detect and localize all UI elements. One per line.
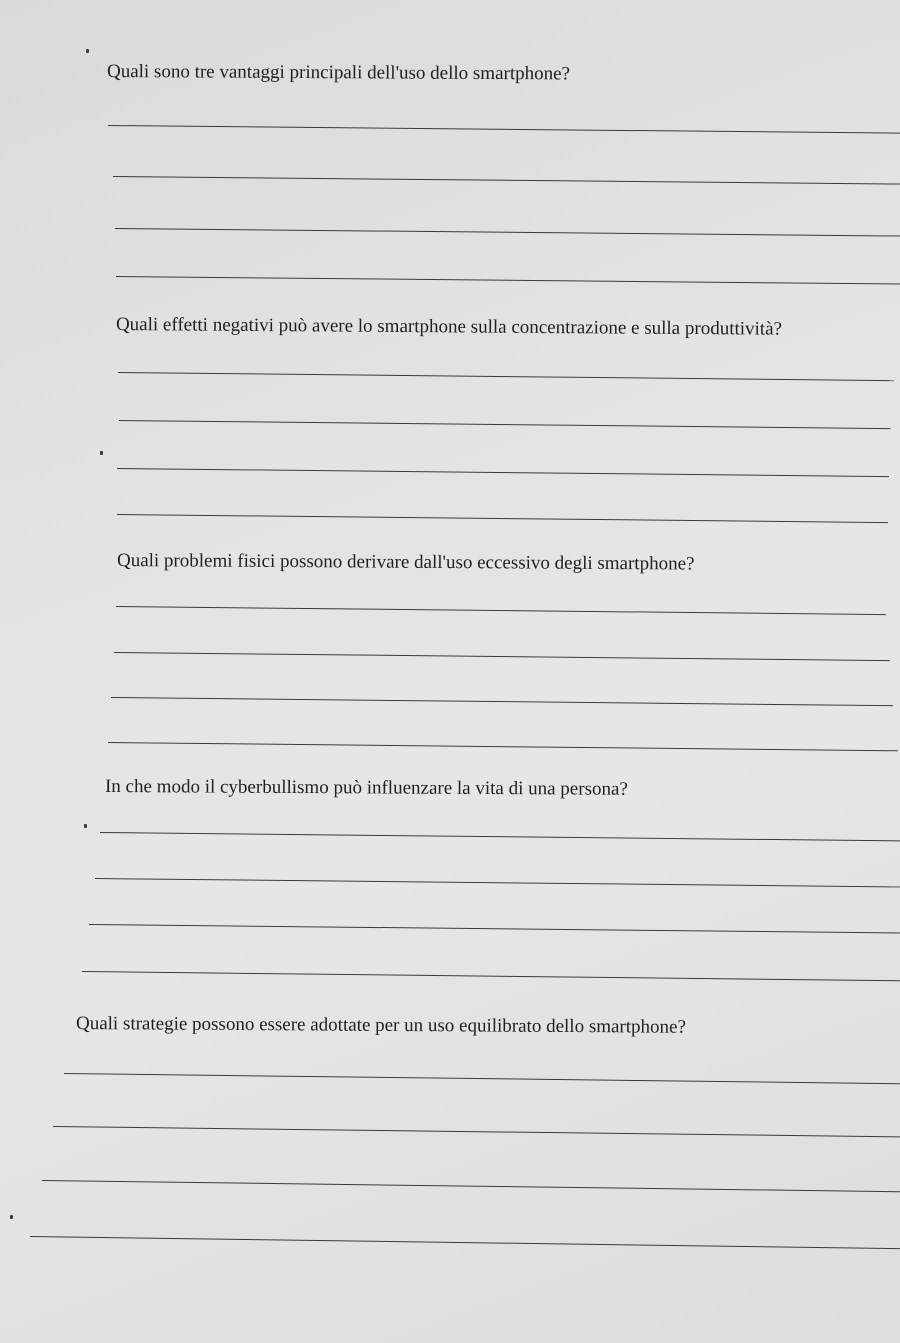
answer-line-2-3[interactable] (117, 468, 889, 477)
answer-line-4-2[interactable] (95, 878, 900, 887)
question-5: Quali strategie possono essere adottate per un uso equilibrato dello smartphone? (75, 1013, 687, 1038)
answer-line-5-2[interactable] (53, 1126, 900, 1137)
answer-line-5-4[interactable] (30, 1236, 900, 1249)
answer-line-4-3[interactable] (89, 924, 900, 933)
answer-line-1-2[interactable] (113, 176, 900, 185)
answer-line-1-1[interactable] (108, 125, 900, 134)
question-3: Quali problemi fisici possono derivare dall'uso eccessivo degli smartphone? (116, 550, 695, 575)
question-1: Quali sono tre vantaggi principali dell'uso dello smartphone? (106, 61, 571, 85)
answer-line-3-1[interactable] (116, 606, 886, 615)
ink-speck (10, 1215, 13, 1219)
ink-speck (86, 49, 89, 53)
answer-line-4-1[interactable] (100, 832, 900, 841)
question-4: In che modo il cyberbullismo può influenzare la vita di una persona? (104, 776, 628, 800)
answer-line-2-1[interactable] (118, 372, 894, 381)
ink-speck (100, 451, 103, 455)
answer-line-3-3[interactable] (111, 697, 893, 706)
answer-line-4-4[interactable] (82, 971, 900, 981)
ink-speck (84, 824, 87, 828)
answer-line-1-4[interactable] (116, 276, 900, 285)
answer-line-2-4[interactable] (117, 514, 888, 523)
answer-line-2-2[interactable] (119, 420, 891, 429)
answer-line-3-2[interactable] (114, 652, 890, 661)
answer-line-5-3[interactable] (42, 1180, 900, 1192)
answer-line-5-1[interactable] (64, 1073, 900, 1084)
answer-line-3-4[interactable] (108, 742, 898, 751)
answer-line-1-3[interactable] (115, 228, 900, 237)
question-2: Quali effetti negativi può avere lo smartphone sulla concentrazione e sulla produttività? (115, 314, 783, 340)
